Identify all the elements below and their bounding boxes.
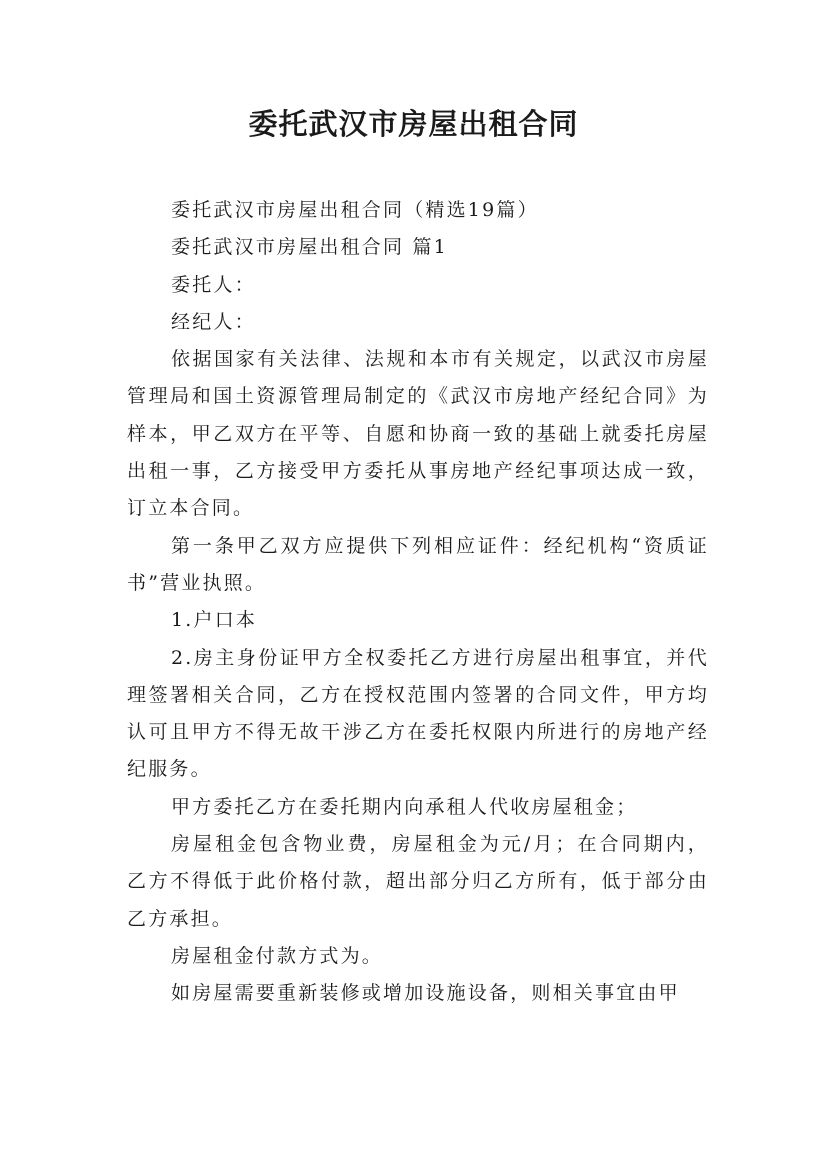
paragraph-broker: 经纪人： xyxy=(171,310,256,333)
paragraph-rent-amount: 房屋租金包含物业费，房屋租金为元/月；在合同期内，乙方不得低于此价格付款，超出部分归乙方所有，低于部分由乙方承担。 xyxy=(127,833,709,930)
paragraph-renovation: 如房屋需要重新装修或增加设施设备，则相关事宜由甲 xyxy=(171,982,680,1005)
paragraph-article-1: 第一条甲乙双方应提供下列相应证件：经纪机构“资质证书”营业执照。 xyxy=(127,534,709,594)
paragraph-item-1: 1.户口本 xyxy=(171,609,258,632)
document-body xyxy=(127,192,709,1013)
document-title: 委托武汉市房屋出租合同 xyxy=(248,107,579,141)
paragraph-payment-method: 房屋租金付款方式为。 xyxy=(171,944,384,967)
paragraph-rent-collection: 甲方委托乙方在委托期内向承租人代收房屋租金； xyxy=(171,795,638,818)
paragraph-section-heading: 委托武汉市房屋出租合同 篇1 xyxy=(171,236,448,259)
paragraph-preamble: 依据国家有关法律、法规和本市有关规定，以武汉市房屋管理局和国土资源管理局制定的《武汉市房地产经纪合同》为样本，甲乙双方在平等、自愿和协商一致的基础上就委托房屋出租一事，乙方接受甲方委托从事房地产经纪事项达成一致，订立本合同。 xyxy=(127,348,709,520)
paragraph-subtitle: 委托武汉市房屋出租合同（精选19篇） xyxy=(171,199,539,221)
paragraph-item-2: 2.房主身份证甲方全权委托乙方进行房屋出租事宜，并代理签署相关合同，乙方在授权范围内签署的合同文件，甲方均认可且甲方不得无故干涉乙方在委托权限内所进行的房地产经纪服务。 xyxy=(127,646,709,781)
paragraph-principal: 委托人： xyxy=(171,273,256,296)
